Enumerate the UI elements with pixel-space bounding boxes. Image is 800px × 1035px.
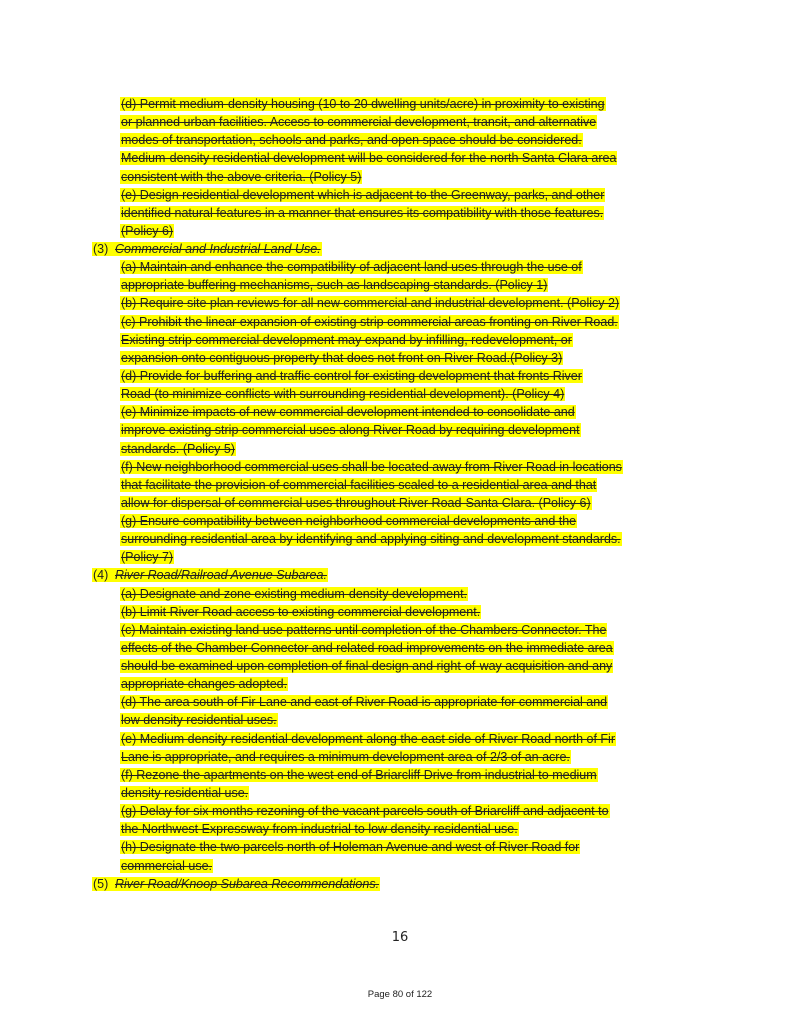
text-line (120, 169, 362, 186)
highlighted-text (120, 659, 613, 673)
line-text: (Policy 6) (121, 223, 174, 238)
text-line (120, 676, 288, 693)
text-line (120, 658, 613, 675)
highlighted-text (120, 695, 608, 709)
highlighted-text (120, 296, 620, 310)
line-text: surrounding residential area by identifying and applying siting and development standards. (121, 532, 621, 547)
line-text: should be examined upon completion of final design and right-of-way acquisition and any (121, 659, 613, 673)
text-line (120, 314, 619, 331)
line-text: identified natural features in a manner that ensures its compatibility with those features. (121, 205, 604, 220)
highlighted-text (92, 242, 322, 256)
highlighted-text (120, 460, 623, 474)
section-heading (92, 241, 322, 258)
text-line (120, 422, 581, 439)
section-number: (3) (93, 242, 109, 256)
highlighted-text (120, 315, 619, 329)
line-text: improve existing strip commercial uses along River Road by requiring development (121, 423, 580, 438)
line-text: (e) Design residential development which is adjacent to the Greenway, parks, and other (121, 187, 605, 202)
line-text: (b) Limit River Road access to existing commercial development. (121, 604, 481, 619)
text-line (120, 839, 580, 856)
section-number: (4) (93, 568, 109, 583)
section-title: River Road/Railroad Avenue Subarea. (115, 568, 327, 583)
line-text: low density residential uses. (121, 713, 277, 728)
line-text: Medium-density residential development will be considered for the north Santa Clara area (121, 151, 617, 166)
highlighted-text (120, 514, 577, 528)
highlighted-text (120, 478, 597, 492)
text-line (120, 694, 608, 711)
line-text: Road (to minimize conflicts with surrounding residential development). (Policy 4) (121, 387, 565, 402)
line-text: expansion onto contiguous property that does not front on River Road.(Policy 3) (121, 350, 563, 365)
highlighted-text (120, 133, 583, 147)
line-text: (d) The area south of Fir Lane and east of River Road is appropriate for commercial and (121, 695, 608, 710)
line-text: effects of the Chamber Connector and related road improvements on the immediate area (121, 640, 613, 655)
text-line (120, 513, 577, 530)
highlighted-text (120, 423, 581, 437)
line-text: or planned urban facilities. Access to commercial development, transit, and alternative (121, 115, 597, 130)
text-line (120, 187, 605, 204)
highlighted-text (120, 550, 174, 564)
highlighted-text (120, 641, 614, 655)
section-title: River Road/Knoop Subarea Recommendations. (115, 876, 380, 891)
text-line (120, 295, 620, 312)
text-line (120, 622, 607, 639)
text-line (120, 259, 583, 276)
text-line (120, 132, 583, 149)
highlighted-text (120, 351, 563, 365)
text-line (120, 368, 583, 385)
text-line (120, 205, 604, 222)
highlighted-text (120, 859, 213, 873)
line-text: that facilitate the provision of commercial facilities scaled to a residential area and that (121, 477, 597, 492)
text-line (120, 495, 592, 512)
highlighted-text (120, 369, 583, 383)
line-text: allow for dispersal of commercial uses throughout River Road-Santa Clara. (Policy 6) (121, 495, 591, 510)
highlighted-text (120, 224, 174, 238)
line-text: commercial use. (121, 858, 212, 873)
section-heading (92, 567, 328, 584)
highlighted-text (120, 750, 571, 764)
line-text: Existing strip commercial development may expand by infilling, redevelopment, or (121, 332, 572, 347)
text-line (120, 712, 278, 729)
line-text: standards. (Policy 5) (121, 441, 235, 456)
text-line (120, 821, 519, 838)
section-heading (92, 876, 380, 893)
highlighted-text (92, 568, 328, 582)
highlighted-text (120, 804, 610, 818)
highlighted-text (120, 206, 604, 220)
text-line (120, 785, 249, 802)
line-text: (c) Maintain existing land use patterns until completion of the Chambers Connector. The (121, 622, 607, 637)
highlighted-text (120, 115, 597, 129)
line-text: (g) Delay for six months rezoning of the vacant parcels south of Briarcliff and adjacent to (121, 804, 609, 819)
text-line (120, 350, 563, 367)
text-line (120, 459, 623, 476)
highlighted-text (120, 532, 622, 546)
line-text: appropriate changes adopted. (121, 677, 288, 692)
line-text: density residential use. (121, 785, 249, 800)
highlighted-text (120, 623, 607, 637)
section-number: (5) (93, 876, 109, 891)
text-line (120, 604, 481, 621)
highlighted-text (120, 713, 278, 727)
page-footer: Page 80 of 122 (367, 989, 433, 1000)
text-line (120, 332, 573, 349)
highlighted-text (120, 260, 583, 274)
text-line (120, 223, 174, 240)
text-line (120, 803, 610, 820)
text-line (120, 731, 616, 748)
text-line (120, 441, 236, 458)
highlighted-text (120, 333, 573, 347)
highlighted-text (92, 877, 380, 891)
text-line (120, 586, 468, 603)
line-text: Lane is appropriate, and requires a minimum development area of 2/3 of an acre. (121, 749, 570, 764)
highlighted-text (120, 170, 362, 184)
highlighted-text (120, 768, 598, 782)
highlighted-text (120, 732, 616, 746)
text-line (120, 386, 565, 403)
highlighted-text (120, 677, 288, 691)
highlighted-text (120, 496, 592, 510)
line-text: (d) Permit medium-density housing (10 to 20 dwelling units/acre) in proximity to existing (121, 97, 605, 111)
text-line (120, 640, 614, 657)
line-text: (e) Medium density residential development along the east side of River Road north of Fir (121, 731, 616, 746)
highlighted-text (120, 151, 617, 165)
line-text: appropriate buffering mechanisms, such as landscaping standards. (Policy 1) (121, 278, 548, 293)
text-line (120, 749, 571, 766)
line-text: (a) Designate and zone existing medium-density development. (121, 586, 468, 601)
highlighted-text (120, 405, 576, 419)
line-text: (a) Maintain and enhance the compatibility of adjacent land uses through the use of (121, 260, 582, 275)
line-text: (Policy 7) (121, 550, 174, 565)
highlighted-text (120, 278, 548, 292)
line-text: (c) Prohibit the linear expansion of existing strip commercial areas fronting on River Road. (121, 314, 618, 329)
line-text: consistent with the above criteria. (Policy 5) (121, 169, 362, 184)
highlighted-text (120, 387, 565, 401)
text-line (120, 404, 576, 421)
page-number: 16 (391, 930, 409, 945)
line-text: (d) Provide for buffering and traffic control for existing development that fronts River (121, 368, 582, 383)
line-text: (h) Designate the two parcels north of Holeman Avenue and west of River Road for (121, 840, 580, 855)
text-line (120, 96, 606, 113)
highlighted-text (120, 840, 580, 854)
highlighted-text (120, 587, 468, 601)
line-text: (e) Minimize impacts of new commercial development intended to consolidate and (121, 405, 575, 420)
highlighted-text (120, 605, 481, 619)
line-text: modes of transportation, schools and parks, and open space should be considered. (121, 133, 582, 148)
line-text: (f) New neighborhood commercial uses shall be located away from River Road in locations (121, 459, 622, 474)
text-line (120, 858, 213, 875)
line-text: the Northwest Expressway from industrial to low density residential use. (121, 822, 518, 837)
highlighted-text (120, 442, 236, 456)
text-line (120, 549, 174, 566)
highlighted-text (120, 188, 605, 202)
highlighted-text (120, 822, 519, 836)
line-text: (b) Require site plan reviews for all new commercial and industrial development. (Policy 2) (121, 296, 620, 311)
text-line (120, 767, 598, 784)
text-line (120, 531, 622, 548)
line-text: (g) Ensure compatibility between neighborhood commercial developments and the (121, 514, 577, 528)
section-title: Commercial and Industrial Land Use. (115, 242, 321, 256)
line-text: (f) Rezone the apartments on the west end of Briarcliff Drive from industrial to medium (121, 767, 597, 782)
text-line (120, 114, 597, 131)
text-line (120, 477, 597, 494)
highlighted-text (120, 97, 606, 111)
text-line (120, 150, 617, 167)
text-line (120, 277, 548, 294)
highlighted-text (120, 786, 249, 800)
